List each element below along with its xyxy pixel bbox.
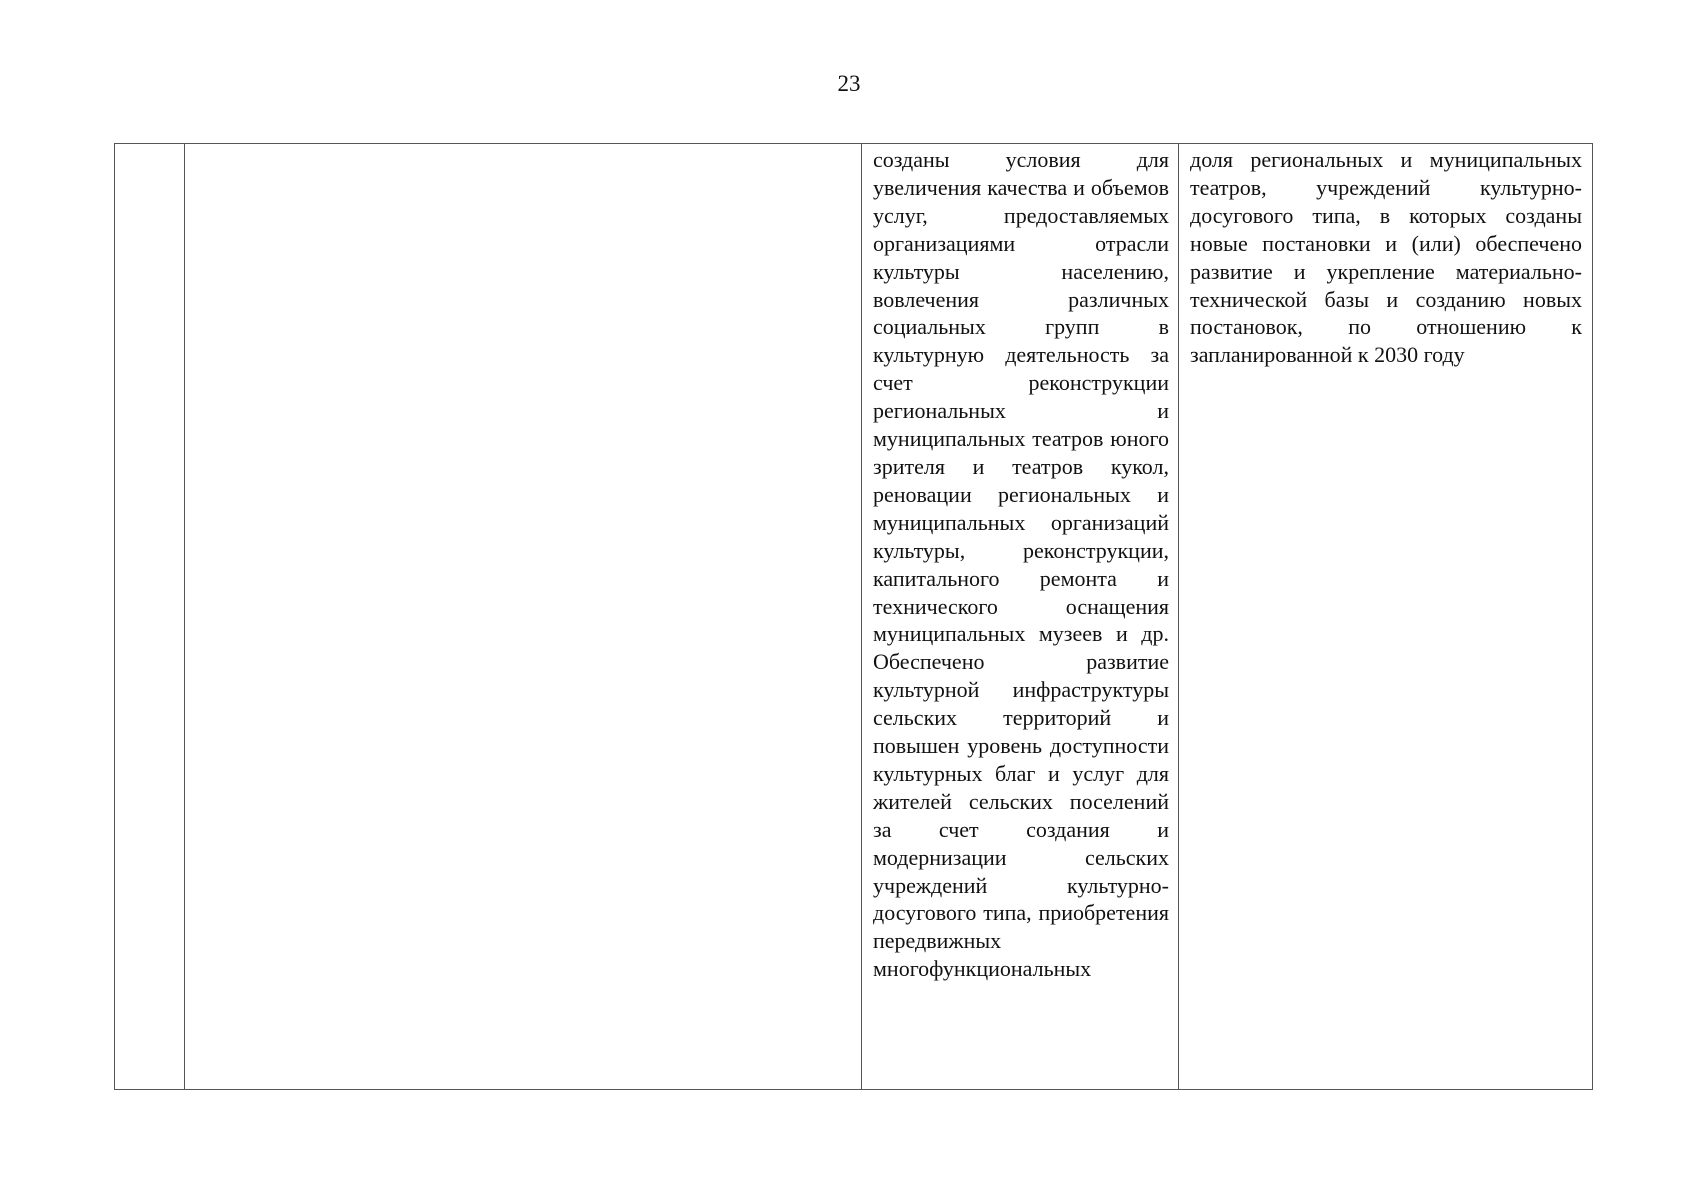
cell-text-result: созданы условия для увеличения качества и объемов услуг, предоставляемых организациями отрасли культуры населению, вовлечения различных социальных групп в культурную деятельность за счет реконструкции региональных и муниципальных театров юного зрителя и театров кукол, реновации региональных и муниципальных организаций культуры, реконструкции, капитального ремонта и технического оснащения муниципальных музеев и др. Обеспечено развитие культурной инфраструктуры сельских территорий и повышен уровень доступности культурных благ и услуг для жителей сельских поселений за счет создания и модернизации сельских учреждений культурно-досугового типа, приобретения передвижных многофункциональных bbox=[873, 147, 1169, 982]
cell-text-indicator: доля региональных и муниципальных театров, учреждений культурно-досугового типа, в которых созданы новые постановки и (или) обеспечено развитие и укрепление материально-технической базы и созданию новых постановок, по отношению к запланированной к 2030 году bbox=[1190, 147, 1582, 368]
table-row bbox=[115, 144, 1593, 1090]
table-cell-number bbox=[115, 144, 185, 1090]
document-table bbox=[114, 143, 1593, 1090]
table-cell-result bbox=[862, 144, 1179, 1090]
table-cell-indicator bbox=[1179, 144, 1593, 1090]
page-number: 23 bbox=[837, 71, 861, 96]
table-cell-task bbox=[185, 144, 862, 1090]
